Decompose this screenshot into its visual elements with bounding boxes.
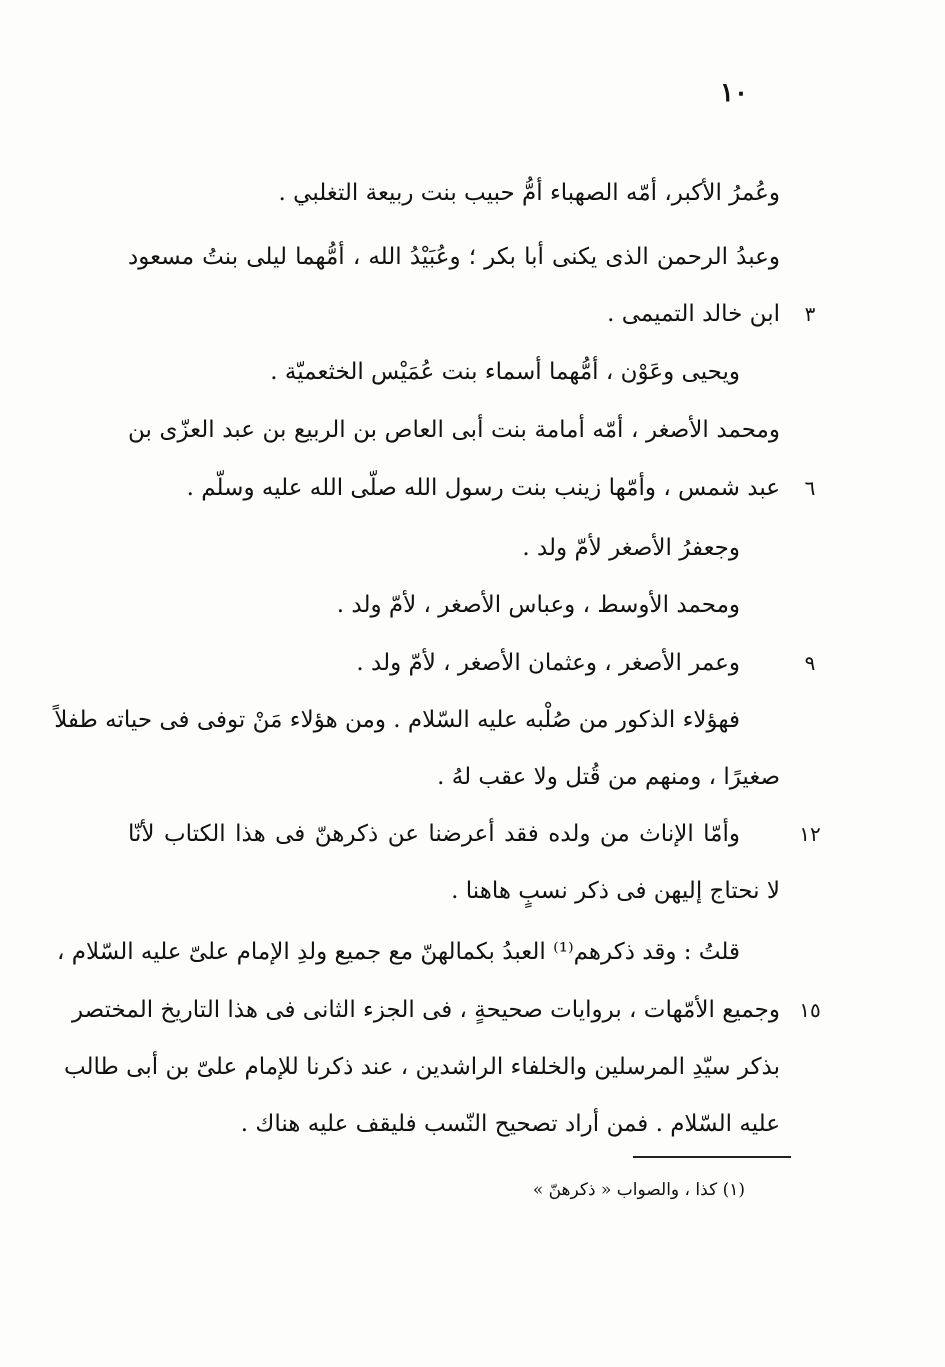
text-line: عليه السّلام . فمن أراد تصحيح النّسب فليقف عليه هناك . [240, 1111, 780, 1137]
text-line: ويحيى وعَوْن ، أمُّهما أسماء بنت عُمَيْس الخثعميّة . [270, 359, 740, 385]
line-number: ٩ [804, 651, 816, 675]
text-line: فهؤلاء الذكور من صُلْبه عليه السّلام . ومن هؤلاء مَنْ توفى فى حياته طفلاً [54, 707, 740, 733]
text-line: عبد شمس ، وأمّها زينب بنت رسول الله صلّى الله عليه وسلّم . [186, 475, 780, 501]
text-line: وعُمرُ الأكبر، أمّه الصهباء أمُّ حبيب بنت ربيعة التغلبي . [278, 180, 780, 206]
line-number: ٦ [804, 476, 816, 500]
text-line: وجعفرُ الأصغر لأمّ ولد . [522, 535, 740, 561]
text-line: وعمر الأصغر ، وعثمان الأصغر ، لأمّ ولد . [356, 650, 740, 676]
text-line: وجميع الأمّهات ، بروايات صحيحةٍ ، فى الجزء الثانى فى هذا التاريخ المختصر [71, 997, 780, 1023]
text-line: ابن خالد التميمى . [607, 301, 780, 327]
text-line: وعبدُ الرحمن الذى يكنى أبا بكر ؛ وعُبَيْدُ الله ، أمُّهما ليلى بنتُ مسعود [128, 244, 780, 270]
page-number: ١٠ [720, 78, 748, 108]
text-line: بذكر سيّدِ المرسلين والخلفاء الراشدين ، عند ذكرنا للإمام علىّ بن أبى طالب [63, 1054, 780, 1080]
footnote: (١) كذا ، والصواب « ذكرهنّ » [532, 1180, 745, 1200]
footnote-divider [633, 1156, 791, 1158]
line-number: ٣ [804, 302, 816, 326]
text-line: ومحمد الأوسط ، وعباس الأصغر ، لأمّ ولد . [336, 592, 740, 618]
text-line: قلتُ : وقد ذكرهم⁽¹⁾ العبدُ بكمالهنّ مع جميع ولدِ الإمام علىّ عليه السّلام ، [57, 939, 740, 965]
text-line: وأمّا الإناث من ولده فقد أعرضنا عن ذكرهنّ فى هذا الكتاب لأنّا [128, 821, 740, 847]
line-number: ١٢ [799, 822, 821, 846]
text-line: لا نحتاج إليهن فى ذكر نسبٍ هاهنا . [451, 878, 780, 904]
text-line: ومحمد الأصغر ، أمّه أمامة بنت أبى العاص بن الربيع بن عبد العزّى بن [128, 417, 780, 443]
text-line: صغيرًا ، ومنهم من قُتل ولا عقب لهُ . [437, 764, 780, 790]
line-number: ١٥ [799, 998, 821, 1022]
